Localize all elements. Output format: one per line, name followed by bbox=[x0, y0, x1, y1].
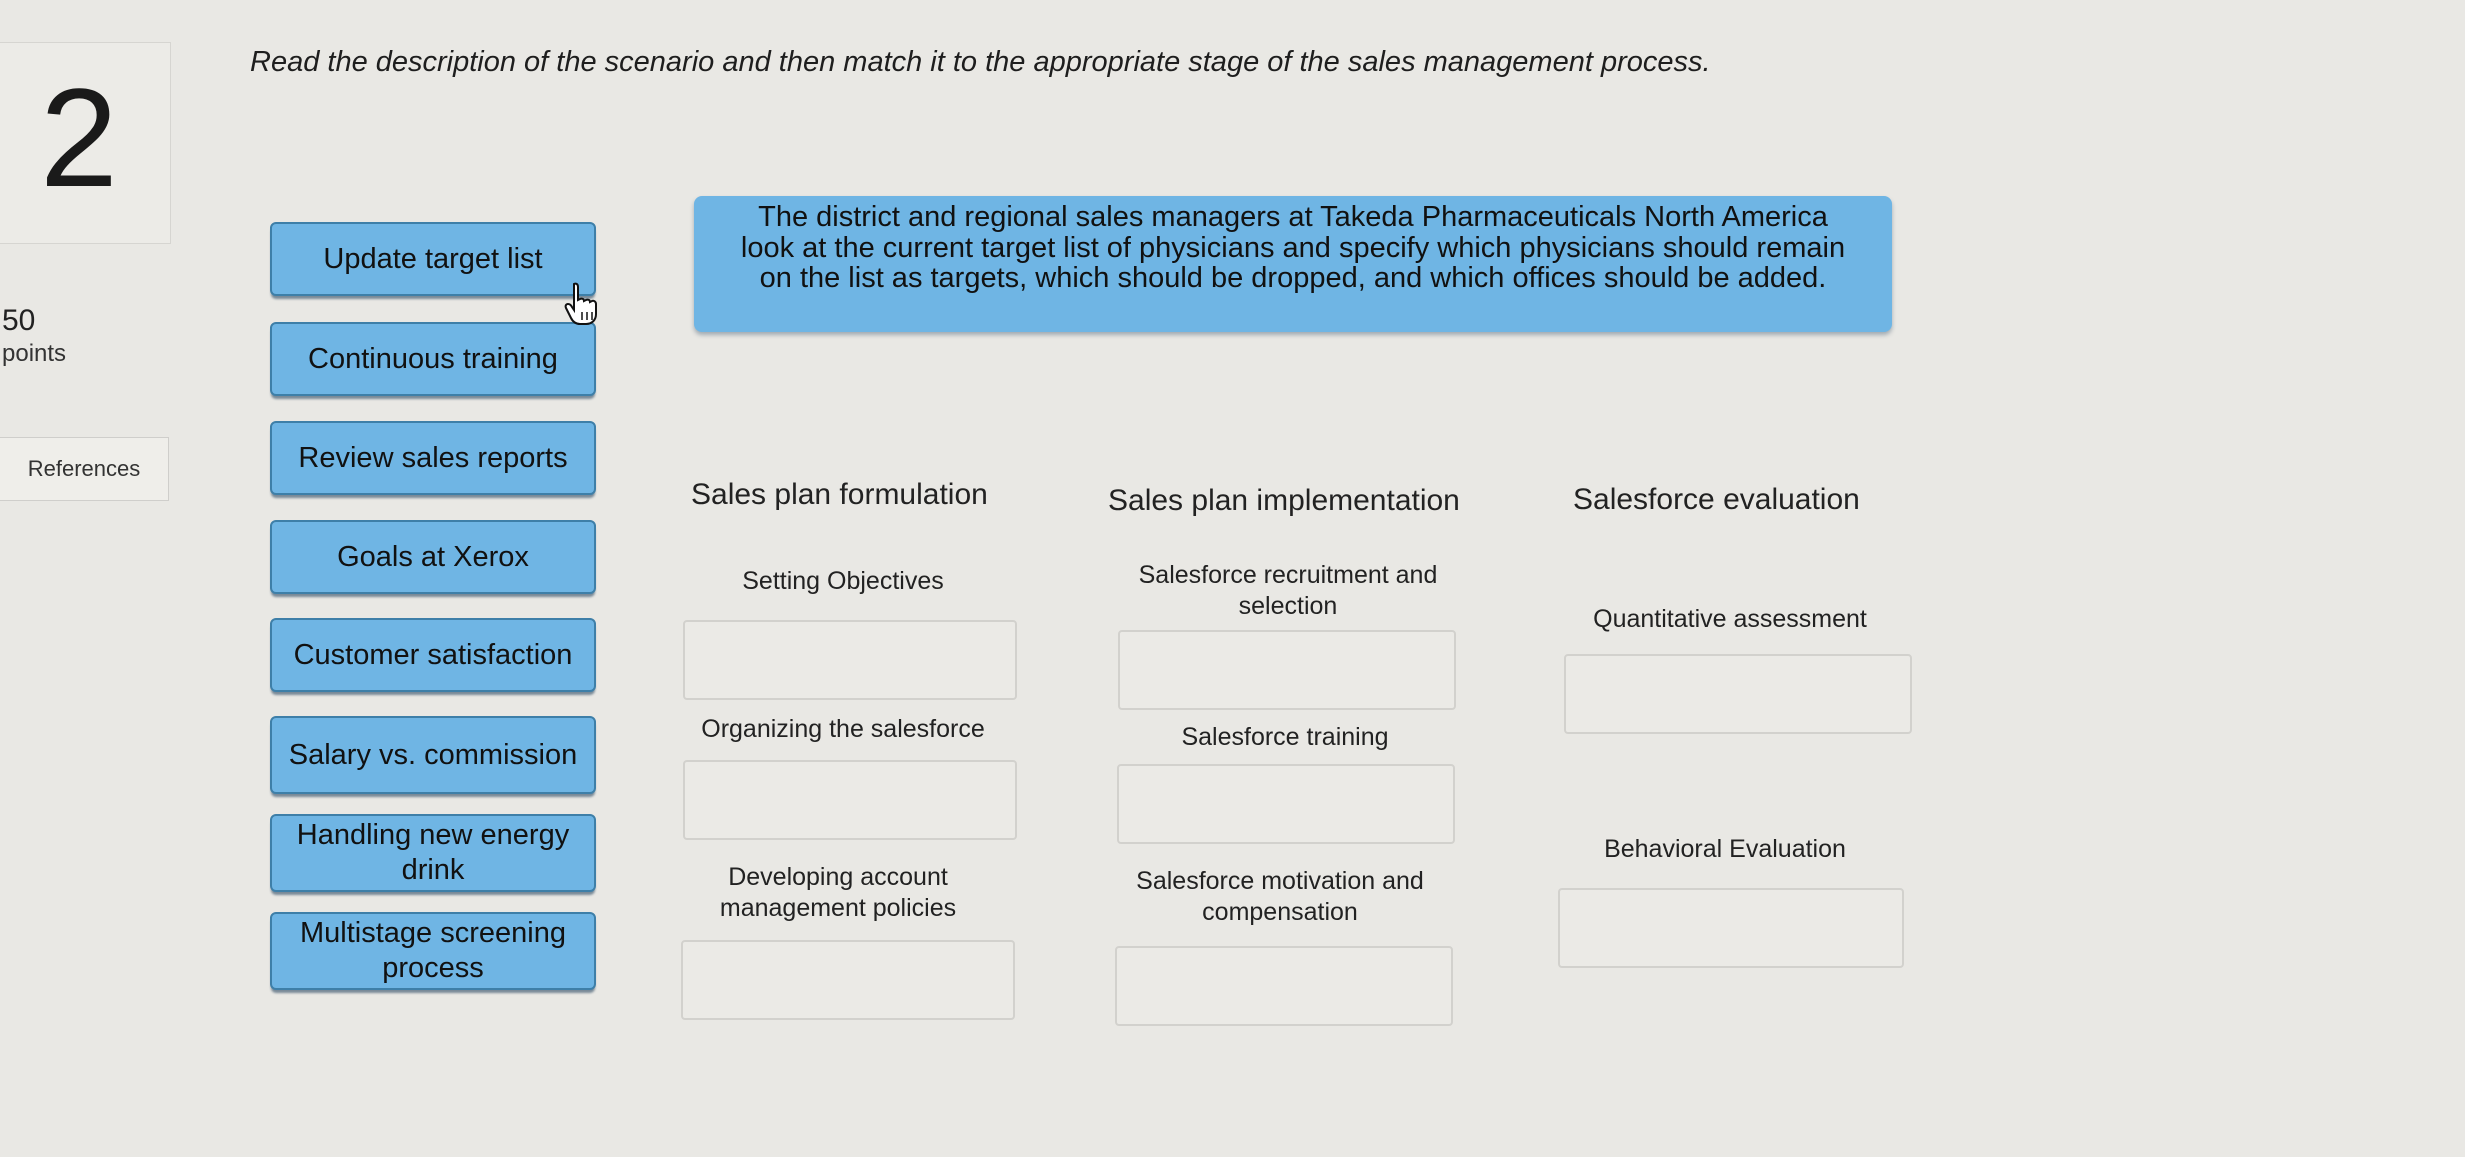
drop-zone-salesforce-motivation-and-compensation[interactable] bbox=[1115, 946, 1453, 1026]
hand-pointer-icon bbox=[564, 282, 602, 326]
slot-label-developing-account-management-policies: Developing account management policies bbox=[719, 863, 957, 923]
drop-zone-organizing-the-salesforce[interactable] bbox=[683, 760, 1017, 840]
references-button[interactable]: References bbox=[0, 437, 169, 501]
drop-zone-behavioral-evaluation[interactable] bbox=[1558, 888, 1904, 968]
answer-chip-update-target-list[interactable]: Update target list bbox=[270, 222, 596, 296]
drop-zone-quantitative-assessment[interactable] bbox=[1564, 654, 1912, 734]
drop-zone-salesforce-recruitment-and-selection[interactable] bbox=[1118, 630, 1456, 710]
slot-label-organizing-the-salesforce: Organizing the salesforce bbox=[701, 715, 985, 743]
slot-label-salesforce-training: Salesforce training bbox=[1181, 723, 1389, 751]
slot-label-setting-objectives: Setting Objectives bbox=[742, 567, 944, 595]
answer-chip-goals-at-xerox[interactable]: Goals at Xerox bbox=[270, 520, 596, 594]
answer-chip-customer-satisfaction[interactable]: Customer satisfaction bbox=[270, 618, 596, 692]
drop-zone-setting-objectives[interactable] bbox=[683, 620, 1017, 700]
points-value: 50 bbox=[2, 304, 36, 337]
answer-chip-salary-vs-commission[interactable]: Salary vs. commission bbox=[270, 716, 596, 794]
slot-label-quantitative-assessment: Quantitative assessment bbox=[1593, 605, 1867, 633]
points-label: points bbox=[2, 340, 67, 367]
drop-zone-developing-account-management-policies[interactable] bbox=[681, 940, 1015, 1020]
slot-label-salesforce-motivation-and-compensation: Salesforce motivation and compensation bbox=[1136, 867, 1424, 927]
question-instructions: Read the description of the scenario and then match it to the appropriate stage of the sales management process. bbox=[250, 46, 1711, 78]
answer-chip-continuous-training[interactable]: Continuous training bbox=[270, 322, 596, 396]
slot-label-behavioral-evaluation: Behavioral Evaluation bbox=[1604, 835, 1846, 863]
answer-chip-multistage-screening-process[interactable]: Multistage screening process bbox=[270, 912, 596, 990]
slot-label-salesforce-recruitment-and-selection: Salesforce recruitment and selection bbox=[1138, 561, 1438, 621]
column-heading-sales-plan-implementation: Sales plan implementation bbox=[1108, 484, 1460, 517]
answer-chip-handling-new-energy-drink[interactable]: Handling new energy drink bbox=[270, 814, 596, 892]
question-number: 2 bbox=[40, 59, 118, 216]
scenario-description: The district and regional sales managers at Takeda Pharmaceuticals North America look at the current target list of physicians and specify which physicians should remain on the list as targets, which should be dropped, and which offices should be added. bbox=[694, 196, 1892, 332]
drop-zone-salesforce-training[interactable] bbox=[1117, 764, 1455, 844]
answer-chip-review-sales-reports[interactable]: Review sales reports bbox=[270, 421, 596, 495]
column-heading-sales-plan-formulation: Sales plan formulation bbox=[691, 478, 988, 511]
column-heading-salesforce-evaluation: Salesforce evaluation bbox=[1573, 483, 1860, 516]
